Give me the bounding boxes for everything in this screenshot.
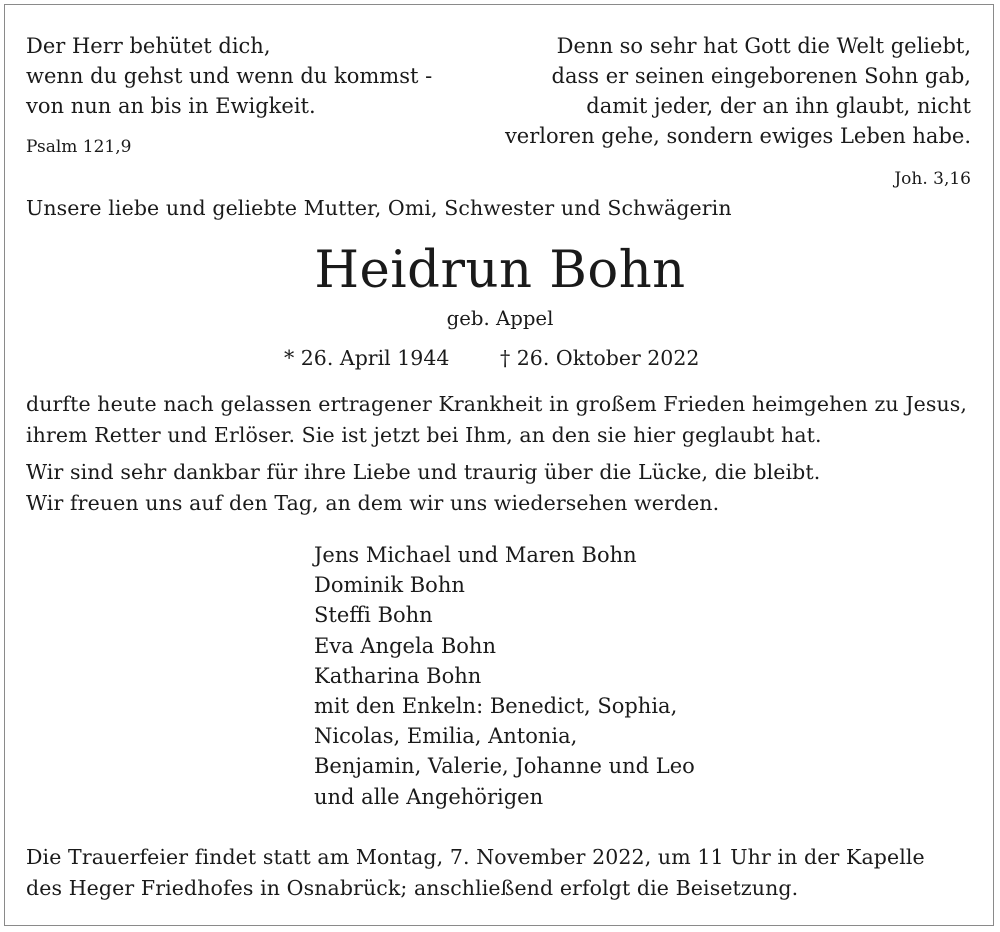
funeral-info [26, 842, 925, 904]
verse-left-line: von nun an bis in Ewigkeit. [26, 94, 316, 118]
mourner-line: mit den Enkeln: Benedict, Sophia, [314, 694, 678, 719]
funeral-line: Die Trauerfeier findet statt am Montag, 7. November 2022, um 11 Uhr in der Kapelle [26, 845, 925, 869]
birth-date: * 26. April 1944 [284, 346, 450, 370]
paragraph-gratitude [26, 457, 820, 519]
verse-right-line: damit jeder, der an ihn glaubt, nicht [586, 94, 971, 118]
verse-left-reference: Psalm 121,9 [26, 137, 132, 157]
mourners-list [314, 540, 695, 812]
maiden-name: geb. Appel [446, 307, 554, 330]
verse-left-line: wenn du gehst und wenn du kommst - [26, 64, 433, 88]
verse-right-line: Denn so sehr hat Gott die Welt geliebt, [556, 34, 971, 58]
mourner-line: Dominik Bohn [314, 573, 465, 598]
funeral-line: des Heger Friedhofes in Osnabrück; anschließend erfolgt die Beisetzung. [26, 876, 799, 900]
death-date: † 26. Oktober 2022 [500, 346, 700, 370]
paragraph-line: durfte heute nach gelassen ertragener Krankheit in großem Frieden heimgehen zu Jesus, [26, 392, 968, 416]
intro-line: Unsere liebe und geliebte Mutter, Omi, Schwester und Schwägerin [26, 196, 732, 220]
verse-left-line: Der Herr behütet dich, [26, 34, 271, 58]
verse-right [505, 31, 971, 151]
mourner-line: Benjamin, Valerie, Johanne und Leo [314, 754, 695, 779]
mourner-line: Eva Angela Bohn [314, 633, 496, 658]
mourner-line: und alle Angehörigen [314, 784, 544, 809]
paragraph-line: ihrem Retter und Erlöser. Sie ist jetzt bei Ihm, an den sie hier geglaubt hat. [26, 423, 822, 447]
verse-right-line: verloren gehe, sondern ewiges Leben habe. [504, 124, 971, 148]
mourner-line: Steffi Bohn [314, 603, 433, 628]
verse-left [26, 31, 432, 121]
mourner-line: Nicolas, Emilia, Antonia, [314, 724, 578, 749]
paragraph-passing [26, 389, 967, 451]
verse-right-reference: Joh. 3,16 [894, 169, 971, 189]
deceased-name: Heidrun Bohn [314, 240, 686, 300]
paragraph-line: Wir freuen uns auf den Tag, an dem wir uns wiedersehen werden. [26, 491, 720, 515]
verse-right-line: dass er seinen eingeborenen Sohn gab, [551, 64, 971, 88]
mourner-line: Jens Michael und Maren Bohn [314, 543, 637, 567]
paragraph-line: Wir sind sehr dankbar für ihre Liebe und traurig über die Lücke, die bleibt. [26, 460, 821, 484]
mourner-line: Katharina Bohn [314, 663, 482, 688]
